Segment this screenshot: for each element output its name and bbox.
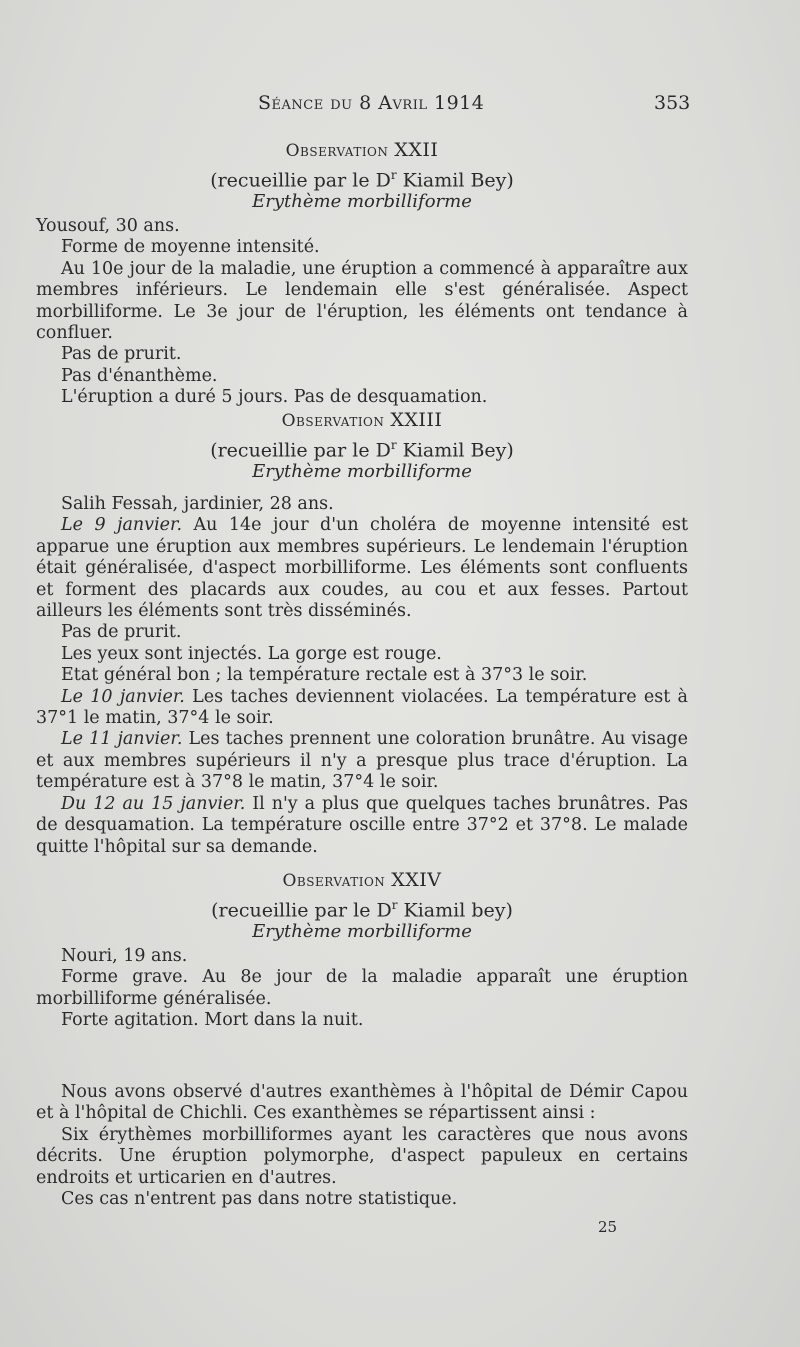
text-paragraph: Au 10e jour de la maladie, une éruption a commencé à apparaître aux membres inférieurs. Le lendemain elle s'est généralisée. Aspect morbilliforme. Le 3e jour de l'éruption, les éléments ont tendance à confluer. <box>36 258 688 344</box>
text-paragraph: Le 9 janvier. Au 14e jour d'un choléra de moyenne intensité est apparue une éruption aux membres supérieurs. Le lendemain l'éruption était généralisée, d'aspect morbilliforme. Les éléments sont confluents et forment des placards aux coudes, au cou et aux fesses. Partout ailleurs les éléments sont très disséminés. <box>36 515 688 622</box>
text-paragraph: Le 10 janvier. Les taches deviennent violacées. La température est à 37°1 le matin, 37°4 le soir. <box>36 686 688 729</box>
page-number: 353 <box>654 92 691 114</box>
observation-title: Observation XXIV <box>282 869 442 891</box>
conclusion <box>36 1082 688 1210</box>
observation-22 <box>36 138 688 409</box>
observation-23 <box>36 408 688 858</box>
text-line: L'éruption a duré 5 jours. Pas de desquamation. <box>61 387 488 408</box>
text-line: Ces cas n'entrent pas dans notre statistique. <box>61 1189 458 1210</box>
observation-recorder: (recueillie par le $D^r$ Kiamil Bey) <box>210 438 514 462</box>
observation-diagnosis: Erythème morbilliforme <box>252 191 472 212</box>
text-line: Pas d'énanthème. <box>61 365 218 386</box>
observation-diagnosis: Erythème morbilliforme <box>252 921 472 942</box>
text-line: Les yeux sont injectés. La gorge est rouge. <box>61 643 442 664</box>
observation-24 <box>36 868 688 1032</box>
patient-line: Yousouf, 30 ans. <box>36 216 180 236</box>
signature-mark: 25 <box>598 1218 618 1236</box>
text-paragraph: Forme grave. Au 8e jour de la maladie apparaît une éruption morbilliforme généralisée. <box>36 967 688 1009</box>
text-paragraph: Six érythèmes morbilliformes ayant les caractères que nous avons décrits. Une éruption polymorphe, d'aspect papuleux en certains endroits et urticarien en d'autres. <box>36 1124 688 1188</box>
observation-title: Observation XXII <box>285 139 439 161</box>
text-line: Pas de prurit. <box>61 344 182 365</box>
observation-title: Observation XXIII <box>281 409 443 431</box>
observation-diagnosis: Erythème morbilliforme <box>252 461 472 482</box>
observation-recorder: (recueillie par le $D^r$ Kiamil bey) <box>211 898 513 922</box>
text-paragraph: Le 11 janvier. Les taches prennent une coloration brunâtre. Au visage et aux membres supérieurs il n'y a presque plus trace d'éruption. La température est à 37°8 le matin, 37°4 le soir. <box>36 729 688 793</box>
text-line: Forme de moyenne intensité. <box>61 237 320 258</box>
text-line: Pas de prurit. <box>61 622 182 643</box>
text-line: Forte agitation. Mort dans la nuit. <box>61 1010 364 1031</box>
text-paragraph: Nous avons observé d'autres exanthèmes à l'hôpital de Démir Capou et à l'hôpital de Chichli. Ces exanthèmes se répartissent ainsi : <box>36 1082 688 1124</box>
observation-recorder: (recueillie par le $D^r$ Kiamil Bey) <box>210 168 514 192</box>
running-head: Séance du 8 Avril 1914 <box>258 92 485 114</box>
text-line: Etat général bon ; la température rectale est à 37°3 le soir. <box>61 665 588 686</box>
patient-line: Nouri, 19 ans. <box>61 946 188 966</box>
patient-line: Salih Fessah, jardinier, 28 ans. <box>61 494 334 514</box>
text-paragraph: Du 12 au 15 janvier. Il n'y a plus que quelques taches brunâtres. Pas de desquamation. La température oscille entre 37°2 et 37°8. Le malade quitte l'hôpital sur sa demande. <box>36 793 688 857</box>
page-header <box>0 92 800 116</box>
